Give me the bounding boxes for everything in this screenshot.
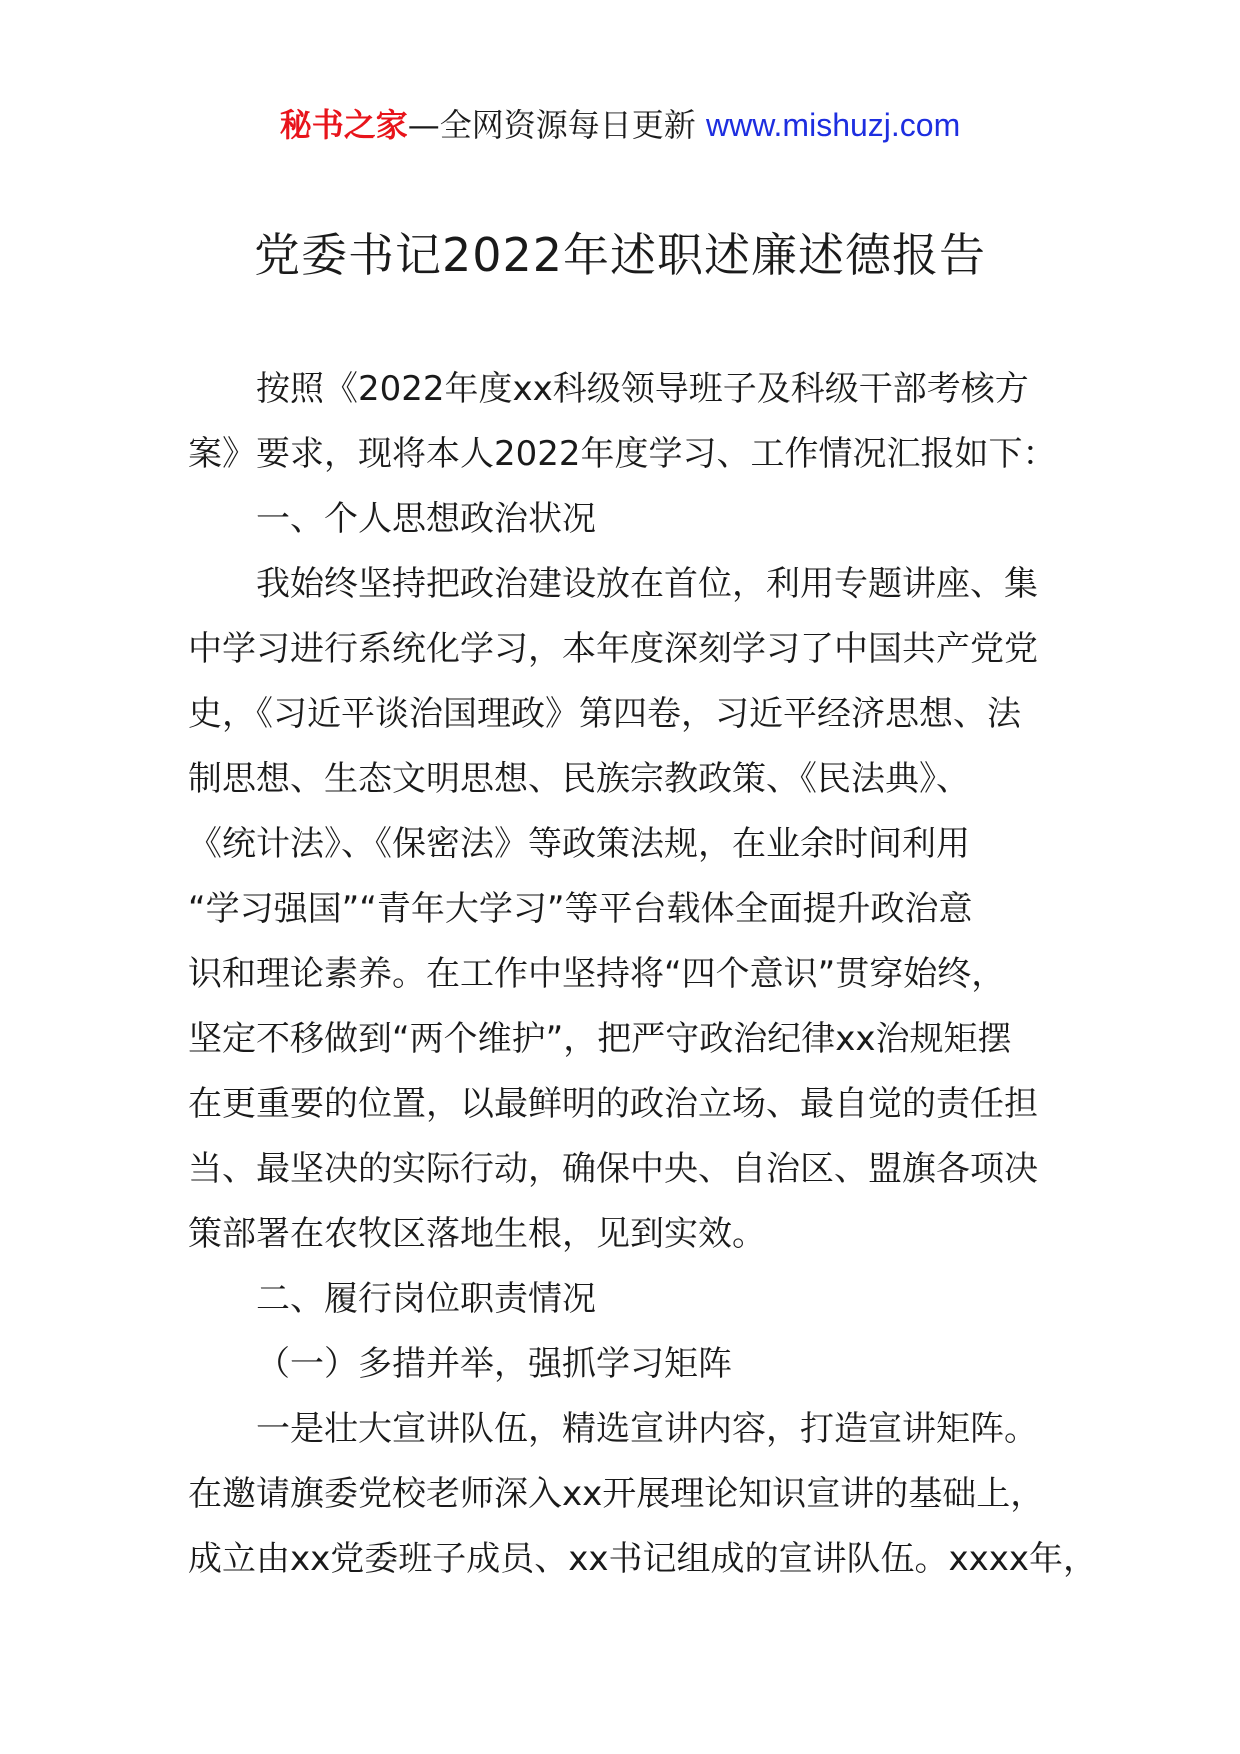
body-line: 策部署在农牧区落地生根，见到实效。 — [188, 1214, 766, 1254]
body-line: 一是壮大宣讲队伍，精选宣讲内容，打造宣讲矩阵。 — [256, 1409, 1038, 1449]
section-heading: 一、个人思想政治状况 — [256, 499, 596, 539]
body-line: 我始终坚持把政治建设放在首位，利用专题讲座、集 — [256, 564, 1038, 604]
body-line: 在邀请旗委党校老师深入xx开展理论知识宣讲的基础上， — [188, 1474, 1045, 1514]
body-line: 当、最坚决的实际行动，确保中央、自治区、盟旗各项决 — [188, 1149, 1038, 1189]
document-title: 党委书记2022年述职述廉述德报告 — [253, 228, 987, 282]
banner-brand: 秘书之家 — [279, 106, 408, 144]
document-body — [188, 357, 1097, 1592]
section-heading: 二、履行岗位职责情况 — [256, 1279, 596, 1319]
body-line: 制思想、生态文明思想、民族宗教政策、《民法典》、 — [188, 759, 970, 799]
body-line: “学习强国”“青年大学习”等平台载体全面提升政治意 — [188, 889, 973, 929]
subsection-heading: （一）多措并举，强抓学习矩阵 — [256, 1344, 732, 1384]
banner-slogan: —全网资源每日更新 — [407, 106, 696, 144]
body-line: 在更重要的位置，以最鲜明的政治立场、最自觉的责任担 — [188, 1084, 1038, 1124]
body-line: 《统计法》、《保密法》等政策法规，在业余时间利用 — [188, 824, 970, 864]
body-line: 成立由xx党委班子成员、xx书记组成的宣讲队伍。xxxx年， — [188, 1539, 1097, 1579]
body-line: 坚定不移做到“两个维护”，把严守政治纪律xx治规矩摆 — [188, 1019, 1012, 1059]
banner-url-link[interactable]: www.mishuzj.com — [705, 107, 961, 143]
site-banner — [0, 100, 1240, 150]
body-line: 识和理论素养。在工作中坚持将“四个意识”贯穿始终， — [188, 954, 1006, 994]
body-line: 中学习进行系统化学习，本年度深刻学习了中国共产党党 — [188, 629, 1038, 669]
body-line: 史，《习近平谈治国理政》第四卷，习近平经济思想、法 — [188, 694, 1021, 734]
body-line: 案》要求，现将本人2022年度学习、工作情况汇报如下： — [188, 434, 1057, 474]
body-line: 按照《2022年度xx科级领导班子及科级干部考核方 — [256, 369, 1029, 409]
